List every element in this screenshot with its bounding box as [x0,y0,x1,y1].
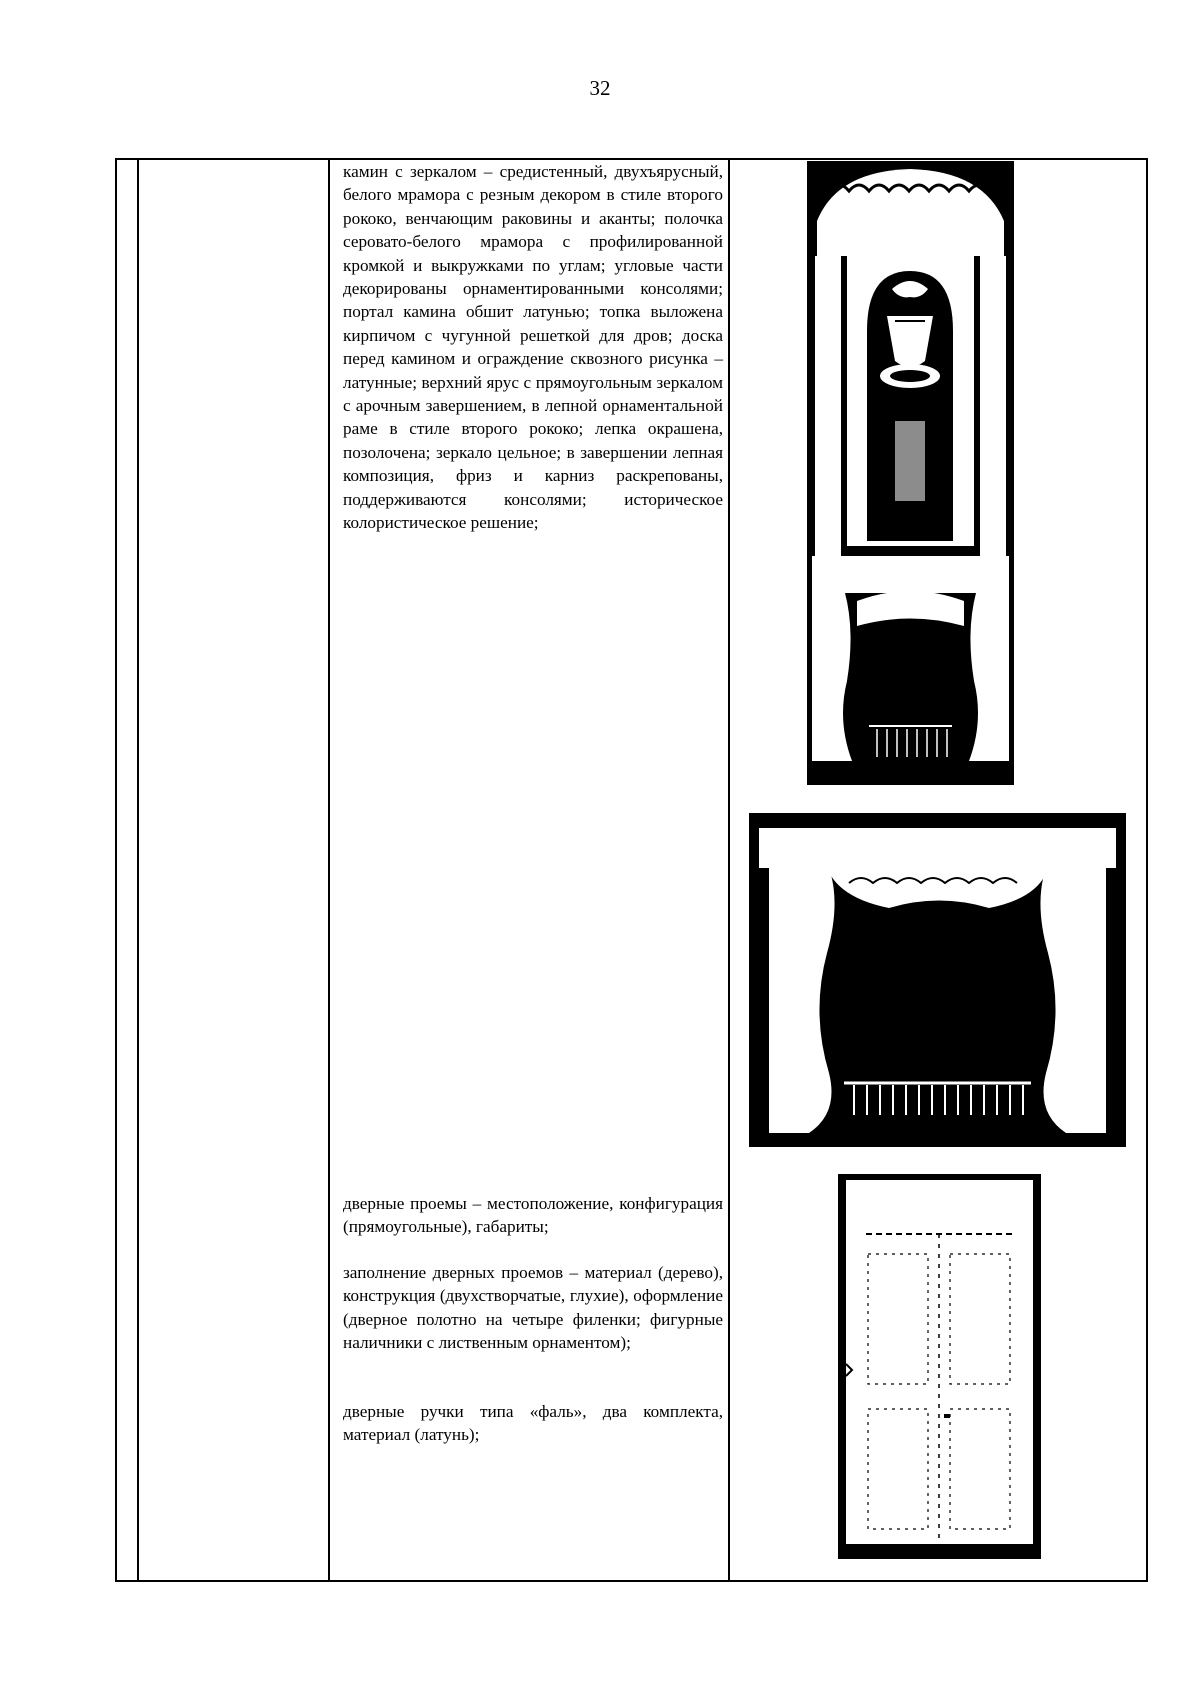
column-divider-3 [728,160,730,1580]
inventory-table [115,158,1148,1582]
door-handles-description: дверные ручки типа «фаль», два комплекта, материал (латунь); [343,1402,723,1445]
door-filling-description: заполнение дверных проемов – материал (дерево), конструкция (двухстворчатые, глухие), оформление (дверное полотно на четыре филенки; фигурные наличники с лиственным орнаментом); [343,1263,723,1353]
column-divider-2 [328,160,330,1580]
fireplace-portal-photo [749,813,1126,1147]
door-photo [838,1174,1041,1559]
fireplace-description: камин с зеркалом – средистенный, двухъярусный, белого мрамора с резным декором в стиле второго рококо, венчающим раковины и аканты; полочка серовато-белого мрамора с профилированной кромкой и выкружками по углам; угловые части декорированы орнаментированными консолями; портал камина обшит латунью; топка выложена кирпичом с чугунной решеткой для дров; доска перед камином и ограждение сквозного рисунка – латунные; верхний ярус с прямоугольным зеркалом с арочным завершением, в лепной орнаментальной раме в стиле второго рококо; лепка окрашена, позолочена; зеркало цельное; в завершении лепная композиция, фриз и карниз раскрепованы, поддерживаются консолями; историческое колористическое решение; [343,162,723,533]
column-divider-1 [137,160,139,1580]
page-number: 32 [589,76,611,100]
fireplace-mirror-photo [807,161,1014,785]
door-openings-description: дверные проемы – местоположение, конфигурация (прямоугольные), габариты; [343,1194,723,1237]
